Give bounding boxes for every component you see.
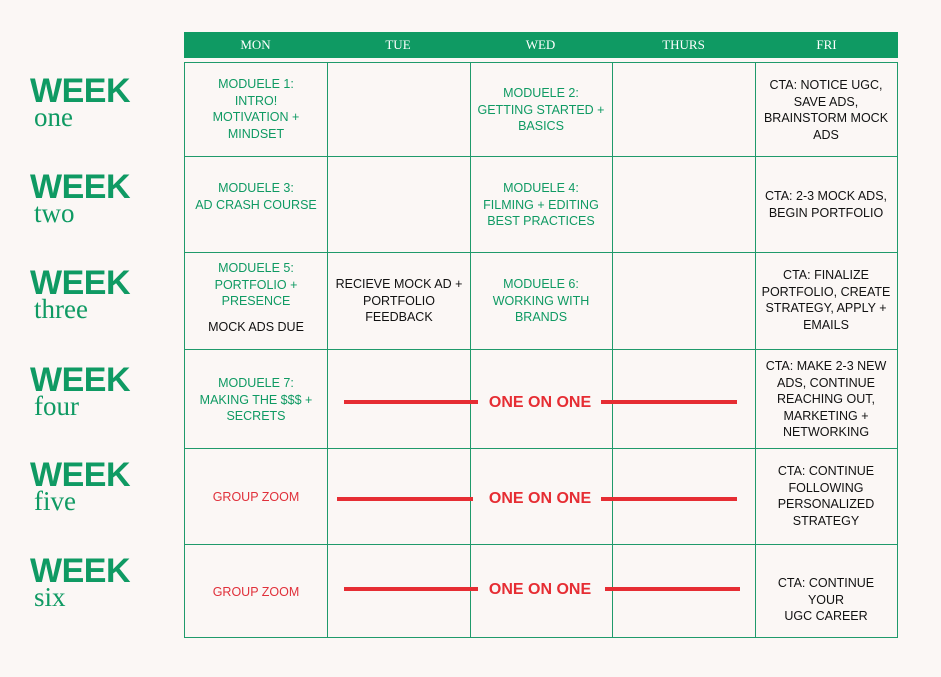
cell-line: NETWORKING — [782, 425, 870, 439]
cell-line: FILMING + EDITING — [483, 197, 599, 212]
cell-line: GROUP ZOOM — [212, 490, 300, 504]
header-thurs: THURS — [662, 37, 705, 52]
cell-line: CTA: 2-3 MOCK ADS, — [764, 189, 887, 203]
one-on-one-label: ONE ON ONE — [488, 394, 592, 411]
week-word: WEEK — [30, 264, 130, 302]
cell-w1-fri — [755, 77, 897, 143]
cell-line: CTA: CONTINUE YOUR — [777, 576, 875, 607]
week-word: WEEK — [30, 456, 130, 494]
one-on-one-line-right — [601, 400, 737, 404]
week-four-label — [30, 361, 180, 421]
cell-w6-fri — [755, 575, 897, 625]
week-number: three — [34, 294, 88, 324]
cell-line: SAVE ADS, — [793, 94, 859, 109]
cell-line: MODUELE 7: — [218, 376, 294, 390]
cell-line: WORKING WITH — [492, 293, 590, 308]
header-wed: WED — [525, 37, 556, 52]
week-word: WEEK — [30, 168, 130, 206]
cell-line: RECIEVE MOCK AD + — [335, 277, 463, 291]
mock-ads-due-note: MOCK ADS DUE — [208, 319, 304, 334]
cell-w1-wed — [470, 85, 612, 135]
cell-line: CTA: FINALIZE — [783, 268, 869, 282]
cell-line: BEST PRACTICES — [487, 214, 595, 228]
cell-line: BASICS — [518, 119, 564, 133]
week-six-label — [30, 552, 180, 612]
cell-line: AD CRASH COURSE — [195, 197, 317, 212]
cell-line: MARKETING + — [783, 408, 869, 423]
week-number: two — [34, 198, 75, 228]
cell-w4-fri — [755, 358, 897, 441]
week-word: WEEK — [30, 552, 130, 590]
header-tue: TUE — [385, 37, 411, 52]
week-word: WEEK — [30, 361, 130, 399]
grid-divider — [470, 63, 471, 637]
cell-line: PERSONALIZED — [777, 497, 875, 511]
cell-line: GETTING STARTED + — [477, 102, 605, 117]
cell-line: MODUELE 5: — [218, 261, 294, 275]
week-number: six — [34, 582, 66, 612]
cell-w3-tue — [328, 276, 470, 326]
cell-line: UGC CAREER — [784, 609, 868, 623]
day-header-bar — [184, 32, 898, 58]
grid-divider — [755, 63, 756, 637]
cell-line: MOTIVATION + — [212, 110, 300, 124]
grid-divider — [327, 63, 328, 637]
one-on-one-line-right — [601, 497, 737, 501]
header-mon: MON — [240, 37, 271, 52]
cell-line: MODUELE 6: — [503, 277, 579, 291]
cell-line: MODUELE 4: — [503, 181, 579, 195]
cell-line: INTRO! — [234, 93, 278, 108]
grid-divider — [612, 63, 613, 637]
cell-w2-fri — [755, 188, 897, 221]
cell-line: MODUELE 3: — [218, 181, 294, 195]
cell-line: PORTFOLIO — [362, 293, 435, 308]
week-two-label — [30, 168, 180, 228]
one-on-one-label: ONE ON ONE — [488, 490, 592, 507]
cell-line: REACHING OUT, — [777, 392, 875, 406]
week-five-label — [30, 456, 180, 516]
cell-w2-mon — [185, 180, 327, 213]
cell-w3-mon — [185, 260, 327, 335]
cell-w6-mon — [185, 584, 327, 601]
cell-line: FOLLOWING — [788, 480, 864, 495]
cell-line: BRAINSTORM MOCK — [763, 111, 889, 125]
cell-w3-wed — [470, 276, 612, 326]
week-three-label — [30, 264, 180, 324]
schedule-grid — [184, 62, 898, 638]
cell-line: FEEDBACK — [365, 310, 433, 324]
one-on-one-line-left — [344, 587, 478, 591]
cell-line: EMAILS — [803, 317, 849, 332]
one-on-one-line-left — [337, 497, 473, 501]
grid-divider — [185, 156, 897, 157]
week-one-label — [30, 72, 180, 132]
week-number: one — [34, 102, 73, 132]
cell-line: CTA: MAKE 2-3 NEW — [765, 359, 887, 373]
grid-divider — [185, 349, 897, 350]
week-number: four — [34, 391, 79, 421]
cell-w3-fri — [755, 267, 897, 333]
one-on-one-label: ONE ON ONE — [488, 581, 592, 598]
cell-w5-mon — [185, 489, 327, 506]
cell-line: PORTFOLIO, CREATE — [761, 284, 891, 299]
grid-divider — [185, 544, 897, 545]
cell-line: MODUELE 1: — [218, 77, 294, 91]
header-fri: FRI — [816, 37, 837, 52]
cell-line: PRESENCE — [221, 294, 291, 308]
grid-divider — [185, 252, 897, 253]
cell-line: CTA: CONTINUE — [777, 464, 875, 478]
cell-line: BRANDS — [514, 310, 568, 324]
week-word: WEEK — [30, 72, 130, 110]
cell-line: STRATEGY — [792, 513, 860, 528]
cell-line: STRATEGY, APPLY + — [765, 301, 887, 315]
cell-line: ADS, CONTINUE — [777, 375, 875, 390]
cell-line: SECRETS — [226, 409, 286, 423]
cell-line: MINDSET — [227, 126, 285, 141]
grid-divider — [185, 448, 897, 449]
cell-w2-wed — [470, 180, 612, 230]
cell-w4-mon — [185, 375, 327, 425]
cell-w1-mon — [185, 76, 327, 142]
cell-line: CTA: NOTICE UGC, — [769, 78, 883, 92]
cell-line: MODUELE 2: — [503, 86, 579, 100]
cell-line: ADS — [813, 127, 839, 142]
cell-line: BEGIN PORTFOLIO — [768, 205, 884, 220]
cell-line: MAKING THE $$$ + — [199, 392, 313, 407]
cell-line: PORTFOLIO + — [214, 277, 298, 292]
cell-w5-fri — [755, 463, 897, 529]
week-number: five — [34, 486, 76, 516]
cell-line: GROUP ZOOM — [212, 585, 300, 599]
one-on-one-line-right — [605, 587, 740, 591]
one-on-one-line-left — [344, 400, 478, 404]
